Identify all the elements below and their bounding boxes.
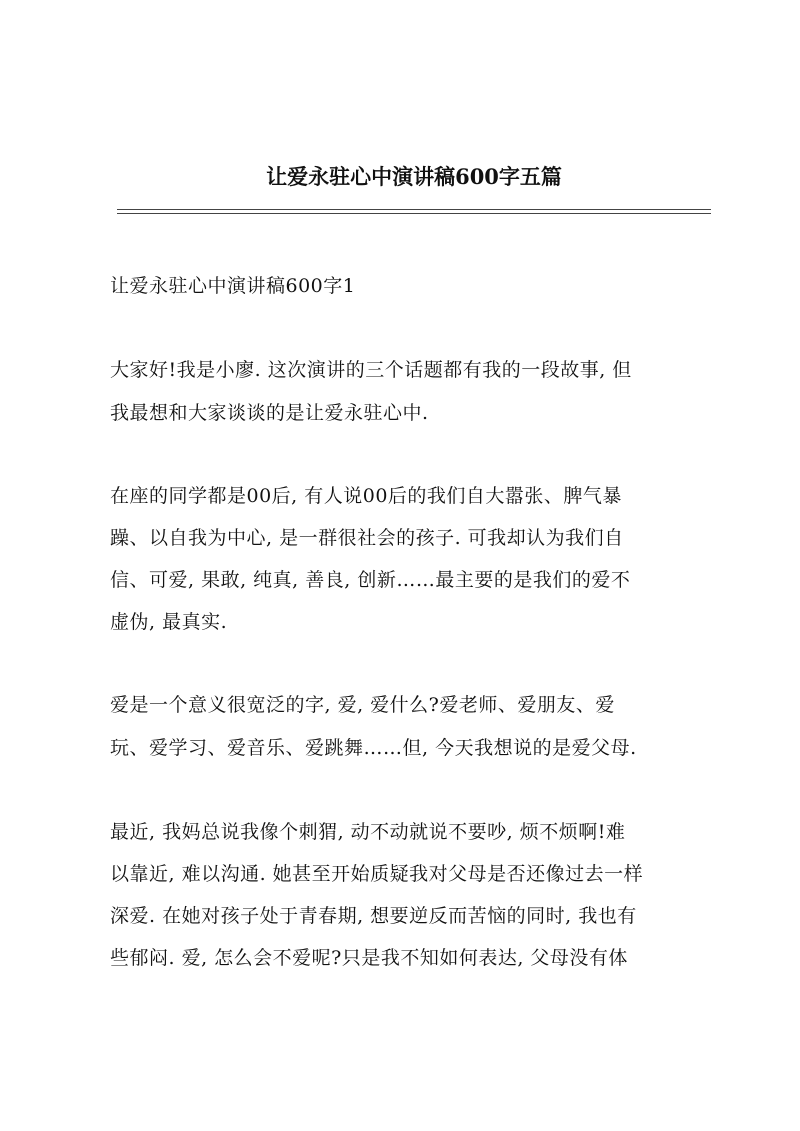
paragraph-2-line-2: 躁、以自我为中心, 是一群很社会的孩子. 可我却认为我们自 [110, 527, 624, 549]
paragraph-1-line-2: 我最想和大家谈谈的是让爱永驻心中. [110, 402, 429, 424]
paragraph-4-line-3: 深爱. 在她对孩子处于青春期, 想要逆反而苦恼的同时, 我也有 [110, 905, 637, 927]
section-heading: 让爱永驻心中演讲稿600字1 [110, 275, 356, 297]
paragraph-3-line-1: 爱是一个意义很宽泛的字, 爱, 爱什么?爱老师、爱朋友、爱 [110, 694, 615, 716]
paragraph-2-line-4: 虚伪, 最真实. [110, 611, 228, 633]
paragraph-4-line-2: 以靠近, 难以沟通. 她甚至开始质疑我对父母是否还像过去一样 [110, 863, 644, 885]
paragraph-2-line-3: 信、可爱, 果敢, 纯真, 善良, 创新……最主要的是我们的爱不 [110, 569, 631, 591]
document-title: 让爱永驻心中演讲稿600字五篇 [266, 164, 562, 189]
paragraph-4-line-4: 些郁闷. 爱, 怎么会不爱呢?只是我不知如何表达, 父母没有体 [110, 947, 628, 969]
title-underline [117, 209, 711, 210]
paragraph-3-line-2: 玩、爱学习、爱音乐、爱跳舞……但, 今天我想说的是爱父母. [110, 737, 637, 759]
paragraph-1-line-1: 大家好!我是小廖. 这次演讲的三个话题都有我的一段故事, 但 [110, 359, 632, 381]
paragraph-4-line-1: 最近, 我妈总说我像个刺猬, 动不动就说不要吵, 烦不烦啊!难 [110, 821, 626, 843]
title-underline-secondary [117, 213, 711, 214]
paragraph-2-line-1: 在座的同学都是00后, 有人说00后的我们自大嚣张、脾气暴 [110, 485, 622, 507]
